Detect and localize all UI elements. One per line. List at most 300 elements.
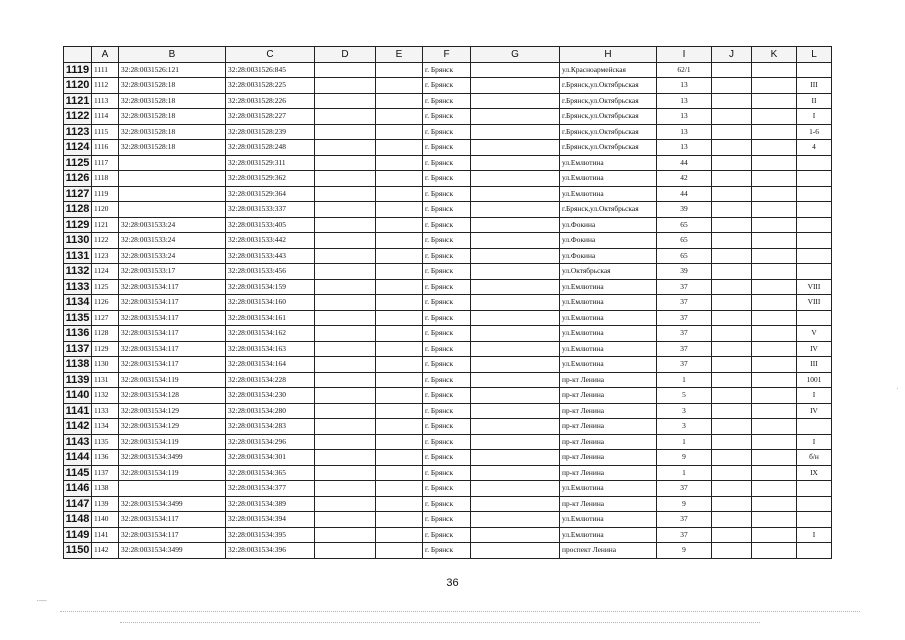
- cell-f[interactable]: г. Брянск: [423, 527, 471, 543]
- cell-d[interactable]: [315, 93, 376, 109]
- cell-c[interactable]: 32:28:0031533:456: [226, 264, 315, 280]
- cell-b[interactable]: 32:28:0031534:117: [119, 310, 226, 326]
- cell-c[interactable]: 32:28:0031534:163: [226, 341, 315, 357]
- cell-k[interactable]: [752, 109, 797, 125]
- cell-a[interactable]: 1121: [92, 217, 119, 233]
- cell-h[interactable]: ул.Емлютина: [560, 527, 657, 543]
- row-header[interactable]: 1133: [64, 279, 92, 295]
- cell-a[interactable]: 1120: [92, 202, 119, 218]
- cell-h[interactable]: г.Брянск,ул.Октябрьская: [560, 78, 657, 94]
- cell-l[interactable]: [797, 171, 832, 187]
- cell-l[interactable]: [797, 496, 832, 512]
- cell-e[interactable]: [376, 434, 423, 450]
- cell-k[interactable]: [752, 217, 797, 233]
- cell-b[interactable]: 32:28:0031534:117: [119, 357, 226, 373]
- cell-b[interactable]: [119, 481, 226, 497]
- cell-h[interactable]: пр-кт Ленина: [560, 496, 657, 512]
- cell-k[interactable]: [752, 93, 797, 109]
- row-header[interactable]: 1137: [64, 341, 92, 357]
- cell-h[interactable]: ул.Емлютина: [560, 310, 657, 326]
- cell-j[interactable]: [712, 295, 752, 311]
- cell-h[interactable]: ул.Емлютина: [560, 512, 657, 528]
- row-header[interactable]: 1149: [64, 527, 92, 543]
- cell-l[interactable]: [797, 248, 832, 264]
- cell-b[interactable]: [119, 171, 226, 187]
- cell-a[interactable]: 1136: [92, 450, 119, 466]
- cell-k[interactable]: [752, 155, 797, 171]
- cell-e[interactable]: [376, 155, 423, 171]
- row-header[interactable]: 1138: [64, 357, 92, 373]
- cell-l[interactable]: II: [797, 93, 832, 109]
- row-header[interactable]: 1122: [64, 109, 92, 125]
- cell-l[interactable]: VIII: [797, 279, 832, 295]
- cell-f[interactable]: г. Брянск: [423, 388, 471, 404]
- cell-a[interactable]: 1113: [92, 93, 119, 109]
- cell-j[interactable]: [712, 233, 752, 249]
- cell-e[interactable]: [376, 62, 423, 78]
- cell-e[interactable]: [376, 233, 423, 249]
- cell-j[interactable]: [712, 527, 752, 543]
- row-header[interactable]: 1139: [64, 372, 92, 388]
- cell-k[interactable]: [752, 450, 797, 466]
- cell-d[interactable]: [315, 109, 376, 125]
- cell-d[interactable]: [315, 202, 376, 218]
- cell-f[interactable]: г. Брянск: [423, 543, 471, 559]
- cell-d[interactable]: [315, 78, 376, 94]
- cell-h[interactable]: пр-кт Ленина: [560, 434, 657, 450]
- cell-h[interactable]: ул.Красноармейская: [560, 62, 657, 78]
- cell-h[interactable]: г.Брянск,ул.Октябрьская: [560, 109, 657, 125]
- cell-f[interactable]: г. Брянск: [423, 295, 471, 311]
- cell-b[interactable]: [119, 202, 226, 218]
- cell-h[interactable]: ул.Октябрьская: [560, 264, 657, 280]
- cell-a[interactable]: 1129: [92, 341, 119, 357]
- cell-h[interactable]: пр-кт Ленина: [560, 419, 657, 435]
- cell-k[interactable]: [752, 481, 797, 497]
- cell-d[interactable]: [315, 496, 376, 512]
- cell-e[interactable]: [376, 202, 423, 218]
- cell-j[interactable]: [712, 341, 752, 357]
- cell-c[interactable]: 32:28:0031534:164: [226, 357, 315, 373]
- cell-h[interactable]: пр-кт Ленина: [560, 372, 657, 388]
- cell-k[interactable]: [752, 388, 797, 404]
- cell-l[interactable]: [797, 186, 832, 202]
- cell-d[interactable]: [315, 326, 376, 342]
- cell-g[interactable]: [471, 155, 560, 171]
- cell-i[interactable]: 62/1: [657, 62, 712, 78]
- cell-f[interactable]: г. Брянск: [423, 496, 471, 512]
- cell-j[interactable]: [712, 279, 752, 295]
- cell-k[interactable]: [752, 295, 797, 311]
- cell-h[interactable]: проспект Ленина: [560, 543, 657, 559]
- cell-g[interactable]: [471, 372, 560, 388]
- cell-d[interactable]: [315, 155, 376, 171]
- cell-j[interactable]: [712, 78, 752, 94]
- cell-d[interactable]: [315, 434, 376, 450]
- cell-c[interactable]: 32:28:0031528:225: [226, 78, 315, 94]
- cell-c[interactable]: 32:28:0031534:377: [226, 481, 315, 497]
- cell-d[interactable]: [315, 450, 376, 466]
- cell-c[interactable]: 32:28:0031534:159: [226, 279, 315, 295]
- cell-k[interactable]: [752, 403, 797, 419]
- cell-i[interactable]: 44: [657, 155, 712, 171]
- cell-l[interactable]: IV: [797, 403, 832, 419]
- cell-l[interactable]: III: [797, 357, 832, 373]
- cell-e[interactable]: [376, 140, 423, 156]
- cell-g[interactable]: [471, 93, 560, 109]
- cell-a[interactable]: 1134: [92, 419, 119, 435]
- cell-d[interactable]: [315, 310, 376, 326]
- cell-d[interactable]: [315, 62, 376, 78]
- cell-j[interactable]: [712, 155, 752, 171]
- cell-e[interactable]: [376, 124, 423, 140]
- row-header[interactable]: 1129: [64, 217, 92, 233]
- row-header[interactable]: 1136: [64, 326, 92, 342]
- cell-a[interactable]: 1142: [92, 543, 119, 559]
- cell-g[interactable]: [471, 78, 560, 94]
- cell-i[interactable]: 3: [657, 419, 712, 435]
- cell-e[interactable]: [376, 248, 423, 264]
- cell-i[interactable]: 37: [657, 512, 712, 528]
- row-header[interactable]: 1125: [64, 155, 92, 171]
- cell-i[interactable]: 1: [657, 372, 712, 388]
- column-header-k[interactable]: K: [752, 47, 797, 63]
- cell-e[interactable]: [376, 341, 423, 357]
- cell-l[interactable]: [797, 543, 832, 559]
- cell-l[interactable]: [797, 264, 832, 280]
- cell-j[interactable]: [712, 140, 752, 156]
- cell-a[interactable]: 1128: [92, 326, 119, 342]
- cell-c[interactable]: 32:28:0031534:162: [226, 326, 315, 342]
- cell-h[interactable]: пр-кт Ленина: [560, 403, 657, 419]
- cell-g[interactable]: [471, 279, 560, 295]
- cell-l[interactable]: [797, 217, 832, 233]
- cell-l[interactable]: V: [797, 326, 832, 342]
- cell-g[interactable]: [471, 403, 560, 419]
- cell-i[interactable]: 37: [657, 310, 712, 326]
- cell-b[interactable]: 32:28:0031533:24: [119, 233, 226, 249]
- cell-k[interactable]: [752, 465, 797, 481]
- cell-k[interactable]: [752, 512, 797, 528]
- cell-g[interactable]: [471, 202, 560, 218]
- cell-g[interactable]: [471, 481, 560, 497]
- cell-f[interactable]: г. Брянск: [423, 279, 471, 295]
- row-header[interactable]: 1135: [64, 310, 92, 326]
- cell-k[interactable]: [752, 264, 797, 280]
- cell-d[interactable]: [315, 295, 376, 311]
- row-header[interactable]: 1131: [64, 248, 92, 264]
- cell-g[interactable]: [471, 512, 560, 528]
- cell-i[interactable]: 13: [657, 78, 712, 94]
- cell-h[interactable]: ул.Фокина: [560, 217, 657, 233]
- column-header-f[interactable]: F: [423, 47, 471, 63]
- row-header[interactable]: 1121: [64, 93, 92, 109]
- cell-e[interactable]: [376, 186, 423, 202]
- cell-d[interactable]: [315, 372, 376, 388]
- cell-c[interactable]: 32:28:0031528:227: [226, 109, 315, 125]
- cell-f[interactable]: г. Брянск: [423, 155, 471, 171]
- cell-c[interactable]: 32:28:0031533:443: [226, 248, 315, 264]
- column-header-i[interactable]: I: [657, 47, 712, 63]
- cell-d[interactable]: [315, 264, 376, 280]
- cell-l[interactable]: [797, 233, 832, 249]
- cell-i[interactable]: 1: [657, 465, 712, 481]
- row-header[interactable]: 1126: [64, 171, 92, 187]
- cell-b[interactable]: 32:28:0031533:24: [119, 217, 226, 233]
- cell-j[interactable]: [712, 496, 752, 512]
- cell-a[interactable]: 1111: [92, 62, 119, 78]
- cell-i[interactable]: 13: [657, 93, 712, 109]
- cell-g[interactable]: [471, 357, 560, 373]
- cell-l[interactable]: IX: [797, 465, 832, 481]
- cell-b[interactable]: 32:28:0031534:117: [119, 279, 226, 295]
- cell-k[interactable]: [752, 78, 797, 94]
- cell-f[interactable]: г. Брянск: [423, 450, 471, 466]
- cell-a[interactable]: 1139: [92, 496, 119, 512]
- cell-c[interactable]: 32:28:0031528:226: [226, 93, 315, 109]
- cell-j[interactable]: [712, 217, 752, 233]
- cell-b[interactable]: 32:28:0031528:18: [119, 140, 226, 156]
- cell-f[interactable]: г. Брянск: [423, 186, 471, 202]
- cell-f[interactable]: г. Брянск: [423, 512, 471, 528]
- cell-a[interactable]: 1123: [92, 248, 119, 264]
- cell-f[interactable]: г. Брянск: [423, 78, 471, 94]
- cell-k[interactable]: [752, 326, 797, 342]
- cell-f[interactable]: г. Брянск: [423, 264, 471, 280]
- cell-h[interactable]: ул.Емлютина: [560, 171, 657, 187]
- cell-i[interactable]: 65: [657, 217, 712, 233]
- row-header[interactable]: 1142: [64, 419, 92, 435]
- cell-g[interactable]: [471, 62, 560, 78]
- cell-g[interactable]: [471, 527, 560, 543]
- cell-e[interactable]: [376, 388, 423, 404]
- cell-g[interactable]: [471, 295, 560, 311]
- cell-c[interactable]: 32:28:0031534:228: [226, 372, 315, 388]
- cell-d[interactable]: [315, 419, 376, 435]
- cell-l[interactable]: [797, 62, 832, 78]
- cell-a[interactable]: 1114: [92, 109, 119, 125]
- cell-i[interactable]: 39: [657, 202, 712, 218]
- cell-f[interactable]: г. Брянск: [423, 357, 471, 373]
- cell-k[interactable]: [752, 202, 797, 218]
- cell-b[interactable]: [119, 186, 226, 202]
- cell-h[interactable]: ул.Емлютина: [560, 279, 657, 295]
- cell-a[interactable]: 1115: [92, 124, 119, 140]
- cell-b[interactable]: 32:28:0031528:18: [119, 109, 226, 125]
- cell-j[interactable]: [712, 62, 752, 78]
- cell-i[interactable]: 44: [657, 186, 712, 202]
- cell-d[interactable]: [315, 465, 376, 481]
- cell-g[interactable]: [471, 233, 560, 249]
- cell-j[interactable]: [712, 434, 752, 450]
- cell-g[interactable]: [471, 496, 560, 512]
- row-header[interactable]: 1143: [64, 434, 92, 450]
- cell-b[interactable]: 32:28:0031534:117: [119, 295, 226, 311]
- cell-d[interactable]: [315, 171, 376, 187]
- row-header[interactable]: 1123: [64, 124, 92, 140]
- cell-f[interactable]: г. Брянск: [423, 124, 471, 140]
- cell-j[interactable]: [712, 403, 752, 419]
- cell-g[interactable]: [471, 124, 560, 140]
- cell-i[interactable]: 65: [657, 248, 712, 264]
- cell-h[interactable]: ул.Емлютина: [560, 326, 657, 342]
- cell-g[interactable]: [471, 341, 560, 357]
- row-header[interactable]: 1119: [64, 62, 92, 78]
- cell-c[interactable]: 32:28:0031534:389: [226, 496, 315, 512]
- cell-g[interactable]: [471, 217, 560, 233]
- cell-i[interactable]: 37: [657, 527, 712, 543]
- cell-a[interactable]: 1116: [92, 140, 119, 156]
- cell-f[interactable]: г. Брянск: [423, 202, 471, 218]
- column-header-b[interactable]: B: [119, 47, 226, 63]
- cell-l[interactable]: 1001: [797, 372, 832, 388]
- cell-l[interactable]: IV: [797, 341, 832, 357]
- cell-e[interactable]: [376, 326, 423, 342]
- cell-j[interactable]: [712, 512, 752, 528]
- cell-e[interactable]: [376, 512, 423, 528]
- cell-c[interactable]: 32:28:0031534:394: [226, 512, 315, 528]
- row-header[interactable]: 1124: [64, 140, 92, 156]
- cell-i[interactable]: 9: [657, 496, 712, 512]
- cell-h[interactable]: ул.Фокина: [560, 233, 657, 249]
- cell-l[interactable]: [797, 310, 832, 326]
- column-header-e[interactable]: E: [376, 47, 423, 63]
- row-header[interactable]: 1146: [64, 481, 92, 497]
- cell-j[interactable]: [712, 93, 752, 109]
- cell-i[interactable]: 5: [657, 388, 712, 404]
- cell-a[interactable]: 1126: [92, 295, 119, 311]
- cell-g[interactable]: [471, 264, 560, 280]
- cell-f[interactable]: г. Брянск: [423, 109, 471, 125]
- cell-j[interactable]: [712, 450, 752, 466]
- cell-g[interactable]: [471, 186, 560, 202]
- cell-k[interactable]: [752, 279, 797, 295]
- cell-e[interactable]: [376, 465, 423, 481]
- cell-i[interactable]: 13: [657, 124, 712, 140]
- cell-g[interactable]: [471, 434, 560, 450]
- cell-h[interactable]: г.Брянск,ул.Октябрьская: [560, 140, 657, 156]
- cell-a[interactable]: 1132: [92, 388, 119, 404]
- cell-k[interactable]: [752, 186, 797, 202]
- cell-j[interactable]: [712, 124, 752, 140]
- cell-g[interactable]: [471, 419, 560, 435]
- cell-g[interactable]: [471, 326, 560, 342]
- cell-e[interactable]: [376, 217, 423, 233]
- cell-l[interactable]: [797, 202, 832, 218]
- cell-b[interactable]: 32:28:0031534:117: [119, 341, 226, 357]
- cell-a[interactable]: 1112: [92, 78, 119, 94]
- cell-j[interactable]: [712, 326, 752, 342]
- cell-c[interactable]: 32:28:0031534:230: [226, 388, 315, 404]
- cell-b[interactable]: 32:28:0031533:17: [119, 264, 226, 280]
- cell-e[interactable]: [376, 295, 423, 311]
- cell-d[interactable]: [315, 124, 376, 140]
- cell-b[interactable]: 32:28:0031526:121: [119, 62, 226, 78]
- cell-f[interactable]: г. Брянск: [423, 140, 471, 156]
- cell-g[interactable]: [471, 140, 560, 156]
- cell-h[interactable]: ул.Емлютина: [560, 357, 657, 373]
- cell-f[interactable]: г. Брянск: [423, 310, 471, 326]
- cell-b[interactable]: 32:28:0031534:119: [119, 372, 226, 388]
- cell-c[interactable]: 32:28:0031528:239: [226, 124, 315, 140]
- row-header[interactable]: 1127: [64, 186, 92, 202]
- cell-a[interactable]: 1140: [92, 512, 119, 528]
- cell-l[interactable]: [797, 419, 832, 435]
- cell-c[interactable]: 32:28:0031534:301: [226, 450, 315, 466]
- cell-e[interactable]: [376, 527, 423, 543]
- cell-j[interactable]: [712, 419, 752, 435]
- cell-e[interactable]: [376, 264, 423, 280]
- row-header[interactable]: 1120: [64, 78, 92, 94]
- cell-h[interactable]: г.Брянск,ул.Октябрьская: [560, 202, 657, 218]
- cell-l[interactable]: [797, 481, 832, 497]
- cell-i[interactable]: 39: [657, 264, 712, 280]
- cell-h[interactable]: ул.Емлютина: [560, 341, 657, 357]
- cell-b[interactable]: 32:28:0031534:128: [119, 388, 226, 404]
- cell-b[interactable]: 32:28:0031534:119: [119, 465, 226, 481]
- cell-g[interactable]: [471, 450, 560, 466]
- cell-f[interactable]: г. Брянск: [423, 419, 471, 435]
- cell-j[interactable]: [712, 248, 752, 264]
- cell-l[interactable]: III: [797, 78, 832, 94]
- cell-j[interactable]: [712, 481, 752, 497]
- cell-h[interactable]: г.Брянск,ул.Октябрьская: [560, 124, 657, 140]
- cell-d[interactable]: [315, 403, 376, 419]
- cell-a[interactable]: 1137: [92, 465, 119, 481]
- cell-c[interactable]: 32:28:0031534:161: [226, 310, 315, 326]
- cell-b[interactable]: 32:28:0031534:3499: [119, 543, 226, 559]
- cell-l[interactable]: 4: [797, 140, 832, 156]
- cell-h[interactable]: пр-кт Ленина: [560, 450, 657, 466]
- cell-b[interactable]: 32:28:0031533:24: [119, 248, 226, 264]
- cell-j[interactable]: [712, 543, 752, 559]
- cell-j[interactable]: [712, 264, 752, 280]
- cell-i[interactable]: 1: [657, 434, 712, 450]
- cell-l[interactable]: [797, 512, 832, 528]
- cell-b[interactable]: 32:28:0031534:3499: [119, 496, 226, 512]
- column-header-h[interactable]: H: [560, 47, 657, 63]
- cell-k[interactable]: [752, 434, 797, 450]
- cell-i[interactable]: 13: [657, 109, 712, 125]
- row-header[interactable]: 1134: [64, 295, 92, 311]
- cell-j[interactable]: [712, 186, 752, 202]
- column-header-j[interactable]: J: [712, 47, 752, 63]
- cell-j[interactable]: [712, 171, 752, 187]
- cell-g[interactable]: [471, 171, 560, 187]
- cell-a[interactable]: 1127: [92, 310, 119, 326]
- cell-a[interactable]: 1124: [92, 264, 119, 280]
- cell-a[interactable]: 1130: [92, 357, 119, 373]
- cell-k[interactable]: [752, 62, 797, 78]
- cell-h[interactable]: пр-кт Ленина: [560, 388, 657, 404]
- cell-h[interactable]: ул.Емлютина: [560, 186, 657, 202]
- row-header[interactable]: 1144: [64, 450, 92, 466]
- cell-c[interactable]: 32:28:0031533:405: [226, 217, 315, 233]
- cell-c[interactable]: 32:28:0031534:283: [226, 419, 315, 435]
- cell-b[interactable]: 32:28:0031534:3499: [119, 450, 226, 466]
- cell-e[interactable]: [376, 109, 423, 125]
- cell-l[interactable]: VIII: [797, 295, 832, 311]
- column-header-l[interactable]: L: [797, 47, 832, 63]
- cell-h[interactable]: ул.Фокина: [560, 248, 657, 264]
- cell-c[interactable]: 32:28:0031534:396: [226, 543, 315, 559]
- cell-k[interactable]: [752, 543, 797, 559]
- cell-e[interactable]: [376, 357, 423, 373]
- row-header[interactable]: 1128: [64, 202, 92, 218]
- cell-h[interactable]: ул.Емлютина: [560, 295, 657, 311]
- cell-c[interactable]: 32:28:0031533:442: [226, 233, 315, 249]
- cell-k[interactable]: [752, 248, 797, 264]
